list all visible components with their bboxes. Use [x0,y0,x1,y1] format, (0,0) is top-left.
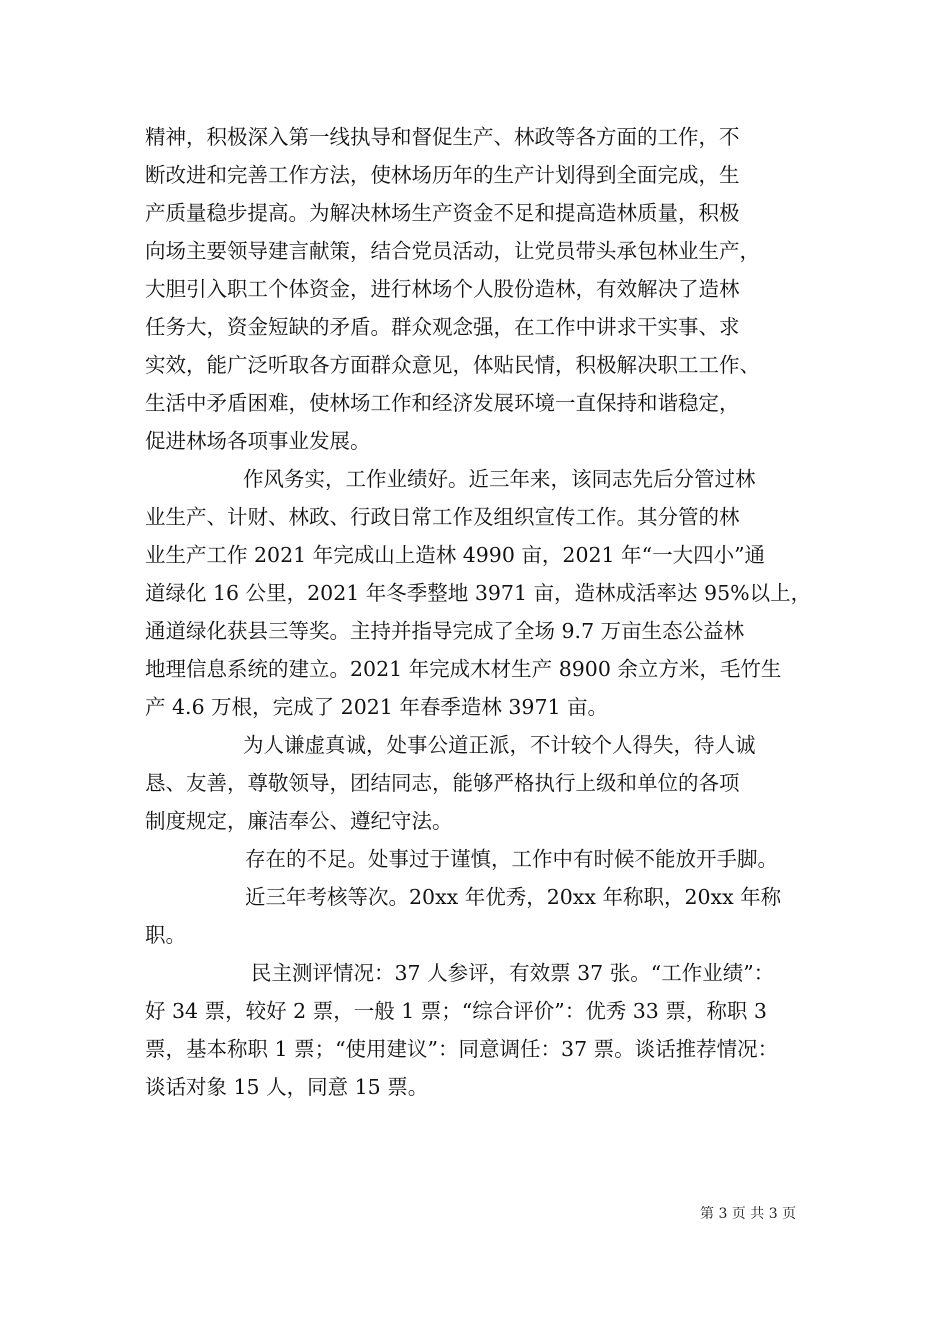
text-line: 断改进和完善工作方法，使林场历年的生产计划得到全面完成，生 [145,163,740,187]
text-line: 促进林场各项事业发展。 [145,429,371,453]
document-body [145,118,825,1106]
text-line: 为人谦虚真诚，处事公道正派，不计较个人得失，待人诚 [243,733,756,757]
text-line: 业生产工作 2021 年完成山上造林 4990 亩，2021 年“一大四小”通 [145,543,766,567]
paragraph-performance-summary [145,118,825,460]
paragraph-character [145,726,825,840]
text-line: 谈话对象 15 人，同意 15 票。 [145,1075,429,1099]
text-line: 通道绿化获县三等奖。主持并指导完成了全场 9.7 万亩生态公益林 [145,619,745,643]
text-line: 产质量稳步提高。为解决林场生产资金不足和提高造林质量，积极 [145,201,740,225]
text-line: 近三年考核等次。20xx 年优秀，20xx 年称职，20xx 年称 [245,885,782,909]
text-line: 任务大，资金短缺的矛盾。群众观念强，在工作中讲求干实事、求 [145,315,740,339]
paragraph-democratic-evaluation [145,954,825,1106]
text-line: 民主测评情况：37 人参评，有效票 37 张。“工作业绩”： [251,961,775,985]
text-line: 票，基本称职 1 票；“使用建议”：同意调任：37 票。谈话推荐情况： [145,1037,779,1061]
text-line: 职。 [145,923,186,947]
paragraph-shortcomings [145,840,825,878]
text-line: 生活中矛盾困难，使林场工作和经济发展环境一直保持和谐稳定， [145,391,740,415]
text-line: 存在的不足。处事过于谨慎，工作中有时候不能放开手脚。 [245,847,778,871]
text-line: 实效，能广泛听取各方面群众意见，体贴民情，积极解决职工工作、 [145,353,760,377]
text-line: 道绿化 16 公里，2021 年冬季整地 3971 亩，造林成活率达 95%以上， [145,581,812,605]
page-number: 第 3 页 共 3 页 [700,1206,797,1222]
text-line: 恳、友善，尊敬领导，团结同志，能够严格执行上级和单位的各项 [145,771,740,795]
text-line: 好 34 票，较好 2 票，一般 1 票；“综合评价”：优秀 33 票，称职 3 [145,999,767,1023]
text-line: 向场主要领导建言献策，结合党员活动，让党员带头承包林业生产， [145,239,760,263]
text-line: 大胆引入职工个体资金，进行林场个人股份造林，有效解决了造林 [145,277,740,301]
text-line: 产 4.6 万根，完成了 2021 年春季造林 3971 亩。 [145,695,609,719]
text-line: 作风务实，工作业绩好。近三年来，该同志先后分管过林 [243,467,756,491]
text-line: 地理信息系统的建立。2021 年完成木材生产 8900 余立方米，毛竹生 [145,657,782,681]
text-line: 精神，积极深入第一线执导和督促生产、林政等各方面的工作，不 [145,125,740,149]
paragraph-work-achievements [145,460,825,726]
text-line: 业生产、计财、林政、行政日常工作及组织宣传工作。其分管的林 [145,505,740,529]
paragraph-assessment-grades [145,878,825,954]
text-line: 制度规定，廉洁奉公、遵纪守法。 [145,809,453,833]
